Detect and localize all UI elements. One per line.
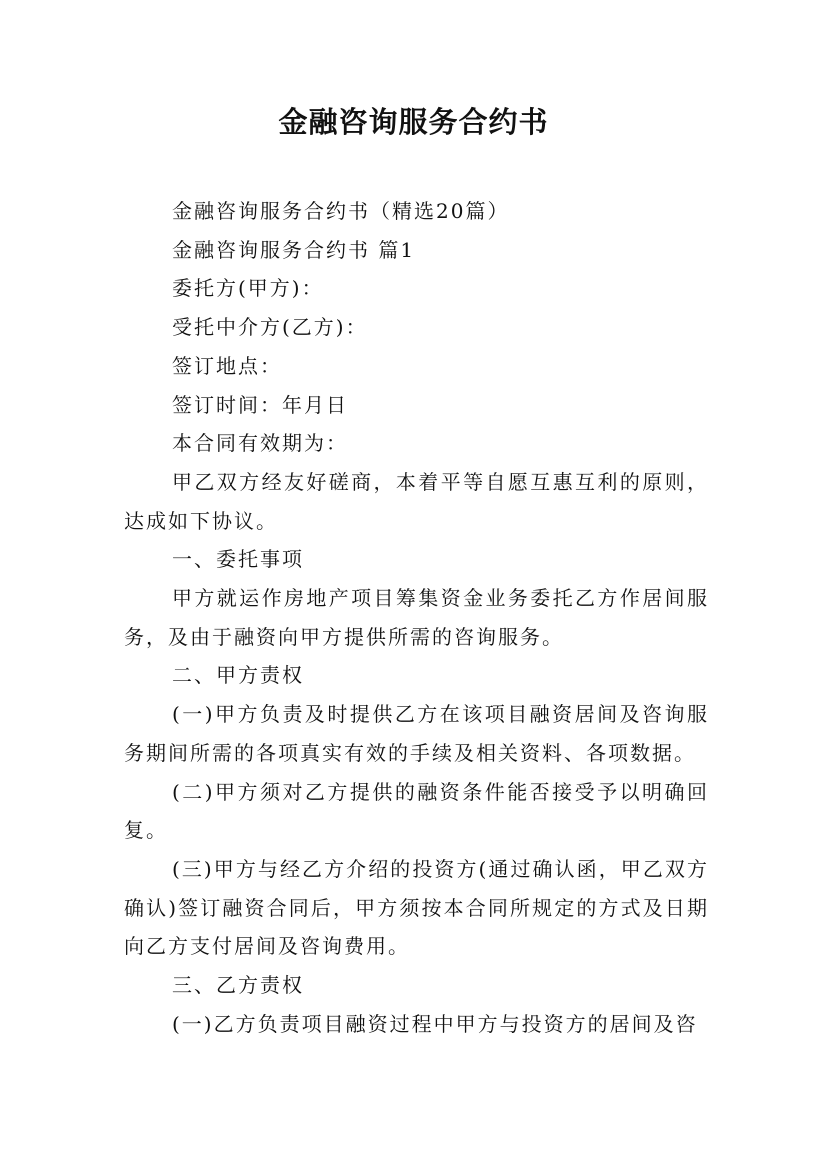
paragraph-entrust-content: 甲方就运作房地产项目筹集资金业务委托乙方作居间服务，及由于融资向甲方提供所需的咨询服务。 [124, 586, 709, 649]
paragraph-party-b: 受托中介方(乙方)： [172, 315, 368, 340]
paragraph-party-b-clause-1: (一)乙方负责项目融资过程中甲方与投资方的居间及咨 [172, 1011, 698, 1036]
paragraph-party-a-clause-3: (三)甲方与经乙方介绍的投资方(通过确认函，甲乙双方确认)签订融资合同后，甲方须按本合同所规定的方式及日期向乙方支付居间及咨询费用。 [124, 856, 709, 959]
paragraph-validity: 本合同有效期为： [172, 431, 348, 456]
paragraph-party-a-clause-2: (二)甲方须对乙方提供的融资条件能否接受予以明确回复。 [124, 779, 709, 843]
document-title: 金融咨询服务合约书 [278, 105, 549, 139]
paragraph-subtitle: 金融咨询服务合约书（精选20篇） [172, 199, 510, 223]
paragraph-party-a: 委托方(甲方)： [172, 276, 324, 301]
paragraph-section-heading: 金融咨询服务合约书 篇1 [172, 237, 416, 262]
paragraph-heading-3: 三、乙方责权 [172, 973, 304, 998]
paragraph-agreement-intro: 甲乙双方经友好磋商，本着平等自愿互惠互利的原则，达成如下协议。 [124, 469, 709, 533]
paragraph-party-a-clause-1: (一)甲方负责及时提供乙方在该项目融资居间及咨询服务期间所需的各项真实有效的手续及相关资料、各项数据。 [124, 702, 709, 765]
paragraph-signing-time: 签订时间：年月日 [172, 392, 348, 417]
document-body [124, 192, 709, 1043]
paragraph-heading-2: 二、甲方责权 [172, 663, 304, 688]
paragraph-signing-place: 签订地点： [172, 353, 282, 378]
paragraph-heading-1: 一、委托事项 [172, 547, 304, 572]
